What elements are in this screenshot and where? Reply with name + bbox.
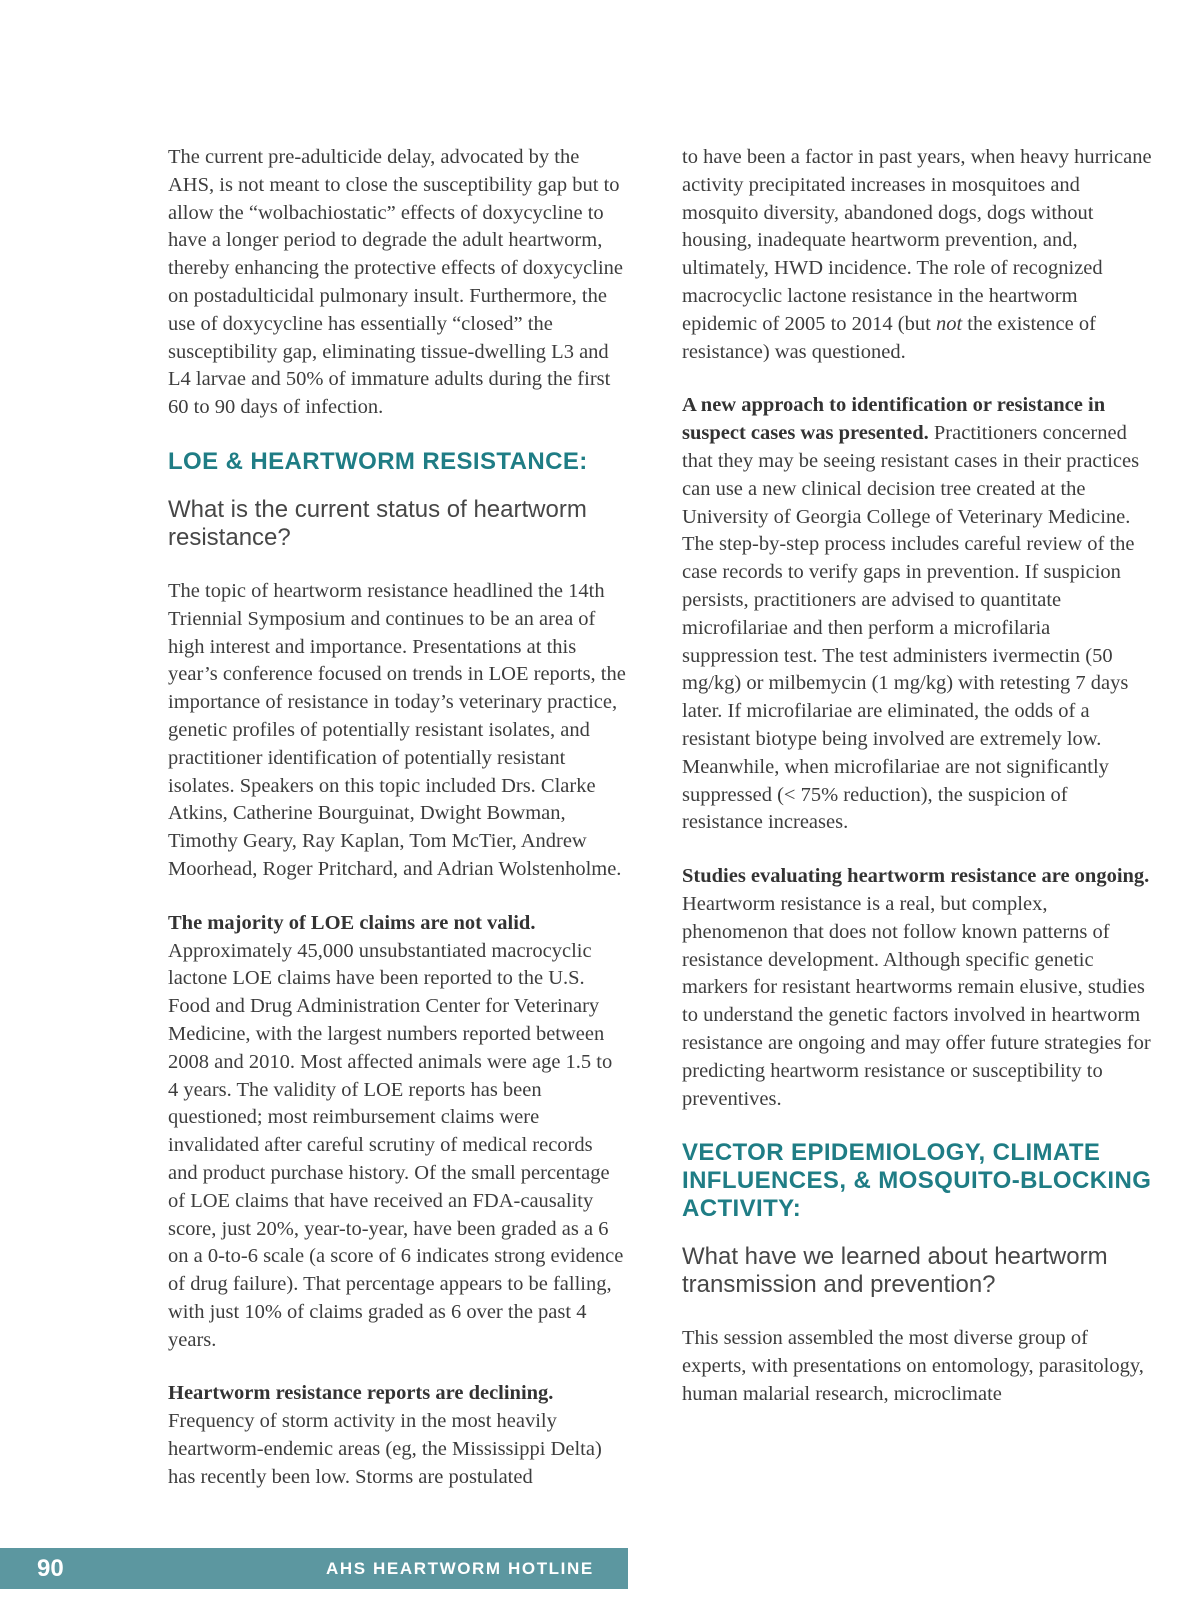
- topic-paragraph: The topic of heartworm resistance headlined the 14th Triennial Symposium and continues to be an area of high interest and importance. Presentations at this year’s conference focused on trends in LOE reports, the importance of resistance in today’s veterinary practice, genetic profiles of potentially resistant isolates, and practitioner identification of potentially resistant isolates. Speakers on this topic included Drs. Clarke Atkins, Catherine Bourguinat, Dwight Bowman, Timothy Geary, Ray Kaplan, Tom McTier, Andrew Moorhead, Roger Pritchard, and Adrian Wolstenholme.: [168, 579, 626, 880]
- continuation-paragraph: [682, 144, 1152, 366]
- new-approach-lead: A new approach to identification or resistance in suspect cases was presented.: [682, 394, 1106, 445]
- session-paragraph: This session assembled the most diverse group of experts, with presentations on entomology, parasitology, human malarial research, microclimate: [682, 1327, 1144, 1405]
- intro-paragraph: The current pre-adulticide delay, advocated by the AHS, is not meant to close the susceptibility gap but to allow the “wolbachiostatic” effects of doxycycline to have a longer period to degrade the adult heartworm, thereby enhancing the protective effects of doxycycline on postadulticidal pulmonary insult. Furthermore, the use of doxycycline has essentially “closed” the susceptibility gap, eliminating tissue-dwelling L3 and L4 larvae and 50% of immature adults during the first 60 to 90 days of infection.: [168, 146, 623, 419]
- left-column: [168, 144, 626, 1518]
- declining-reports-text: Frequency of storm activity in the most heavily heartworm-endemic areas (eg, the Mississippi Delta) has recently been low. Storms are postulated: [168, 1410, 602, 1488]
- declining-reports-paragraph: [168, 1380, 626, 1491]
- declining-reports-lead: Heartworm resistance reports are declining.: [168, 1382, 554, 1405]
- studies-paragraph: [682, 863, 1152, 1113]
- vector-epidemiology-heading: VECTOR EPIDEMIOLOGY, CLIMATE INFLUENCES, & MOSQUITO-BLOCKING ACTIVITY:: [682, 1139, 1152, 1223]
- loe-claims-lead: The majority of LOE claims are not valid.: [168, 911, 536, 934]
- transmission-question: What have we learned about heartworm transmission and prevention?: [682, 1243, 1108, 1299]
- studies-lead: Studies evaluating heartworm resistance are ongoing.: [682, 865, 1150, 888]
- publication-title: AHS HEARTWORM HOTLINE: [326, 1559, 594, 1578]
- new-approach-paragraph: [682, 392, 1152, 837]
- continuation-text-before: to have been a factor in past years, when heavy hurricane activity precipitated increases in mosquitoes and mosquito diversity, abandoned dogs, dogs without housing, inadequate heartworm prevention, and, ultimately, HWD incidence. The role of recognized macrocyclic lactone resistance in the heartworm epidemic of 2005 to 2014 (but: [682, 146, 1152, 335]
- loe-claims-text: Approximately 45,000 unsubstantiated macrocyclic lactone LOE claims have been reported to the U.S. Food and Drug Administration Center for Veterinary Medicine, with the largest numbers reported between 2008 and 2010. Most affected animals were age 1.5 to 4 years. The validity of LOE reports has been questioned; most reimbursement claims were invalidated after careful scrutiny of medical records and product purchase history. Of the small percentage of LOE claims that have received an FDA-causality score, just 20%, year-to-year, have been graded as a 6 on a 0-to-6 scale (a score of 6 indicates strong evidence of drug failure). That percentage appears to be falling, with just 10% of claims graded as 6 over the past 4 years.: [168, 939, 624, 1351]
- resistance-status-question: What is the current status of heartworm resistance?: [168, 495, 587, 551]
- loe-resistance-heading: LOE & HEARTWORM RESISTANCE:: [168, 447, 588, 475]
- studies-text: Heartworm resistance is a real, but complex, phenomenon that does not follow known patterns of resistance development. Although specific genetic markers for resistant heartworms remain elusive, studies to understand the genetic factors involved in heartworm resistance are ongoing and may offer future strategies for predicting heartworm resistance or susceptibility to preventives.: [682, 892, 1151, 1110]
- page-number: 90: [37, 1555, 64, 1582]
- footer-band: [0, 1548, 628, 1589]
- continuation-emphasis: not: [935, 312, 963, 335]
- right-column: [682, 144, 1152, 1435]
- continuation-text-after: the existence of resistance) was questioned.: [682, 312, 1096, 363]
- loe-claims-paragraph: [168, 910, 626, 1355]
- new-approach-text: Practitioners concerned that they may be seeing resistant cases in their practices can use a new clinical decision tree created at the University of Georgia College of Veterinary Medicine. The step-by-step process includes careful review of the case records to verify gaps in prevention. If suspicion persists, practitioners are advised to quantitate microfilariae and then perform a microfilaria suppression test. The test administers ivermectin (50 mg/kg) or milbemycin (1 mg/kg) with retesting 7 days later. If microfilariae are eliminated, the odds of a resistant biotype being involved are extremely low. Meanwhile, when microfilariae are not significantly suppressed (< 75% reduction), the suspicion of resistance increases.: [682, 422, 1140, 834]
